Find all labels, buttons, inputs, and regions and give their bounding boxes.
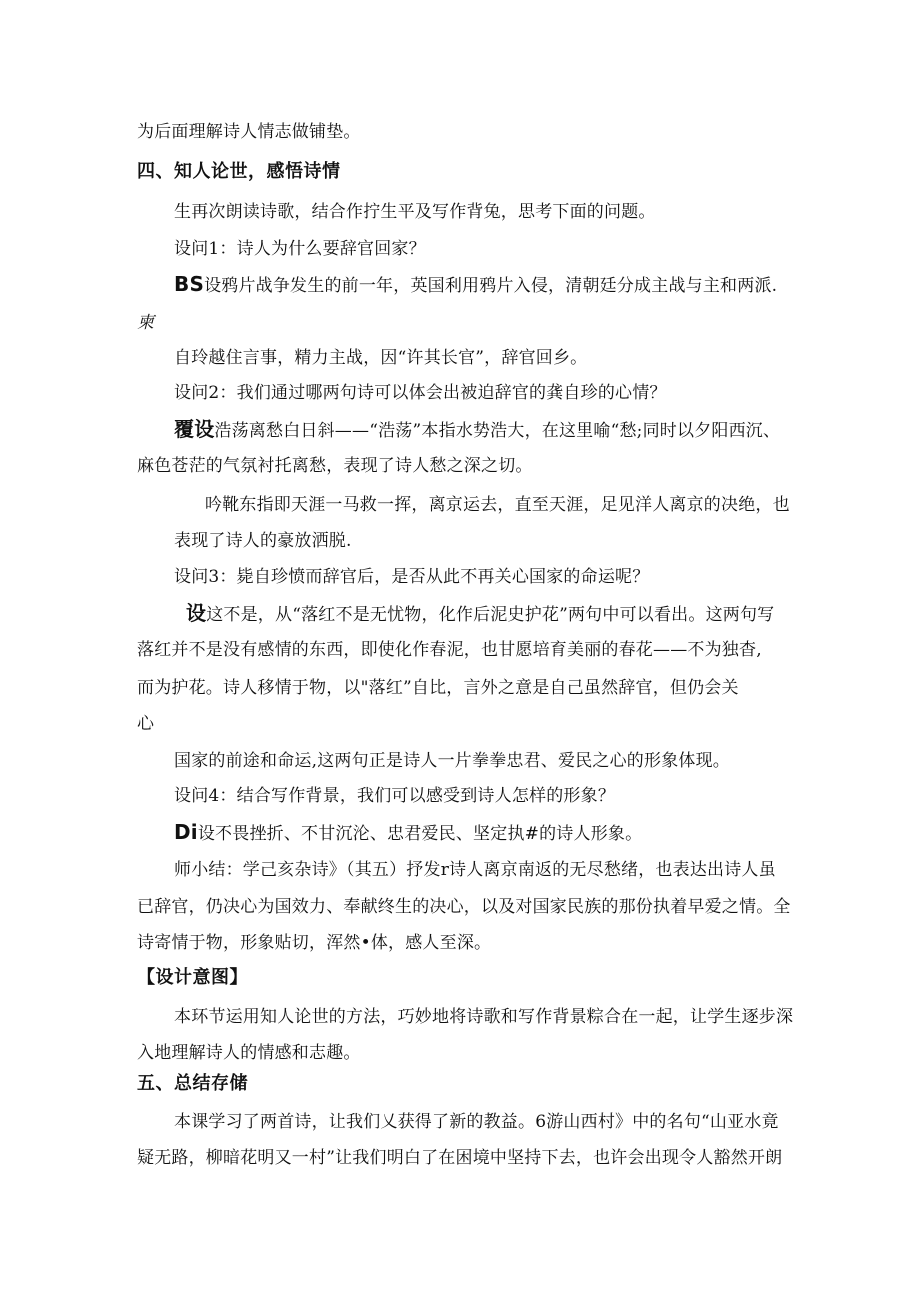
answer-marker: 覆设 — [174, 417, 215, 441]
answer-text: 浩荡离愁白日斜——“浩荡”本指水势浩大，在这里喻“愁;同时以夕阳西沉、 — [214, 421, 781, 441]
answer-text: 设鸦片战争发生的前一年，英国利用鸦片入侵，清朝廷分成主战与主和两派. — [204, 276, 778, 296]
answer-2-paragraph-continuation: 表现了诗人的豪放洒脱. — [174, 531, 352, 551]
answer-3-continuation: 心 — [137, 714, 155, 734]
answer-marker: Di — [174, 820, 198, 844]
answer-text: 这不是，从“落红不是无忧物，化作后泥史护花”两句中可以看出。这两句写 — [206, 605, 775, 625]
teacher-summary-continuation: 诗寄情于物，形象贴切，浑然•体，感人至深。 — [137, 933, 492, 953]
section-heading-5: 五、总结存储 — [137, 1073, 248, 1094]
answer-4-line — [174, 821, 642, 845]
answer-text: 设不畏挫折、不甘沉沦、忠君爱民、坚定执#的诗人形象。 — [197, 824, 643, 844]
question-1: 设问1：诗人为什么要辞官回家？ — [174, 239, 426, 259]
summary-paragraph: 本课学习了两首诗，让我们乂获得了新的教益。6游山西村》中的名句“山亚水竟 — [174, 1112, 779, 1132]
answer-2-continuation: 麻色苍茫的气氛衬托离愁，表现了诗人愁之深之切。 — [137, 456, 533, 476]
paragraph-line: 生再次朗读诗歌，结合作拧生平及写作背兔，思考下面的问题。 — [174, 202, 656, 222]
question-4: 设问4：结合写作背景，我们可以感受到诗人怎样的形象？ — [174, 786, 616, 806]
answer-3-continuation: 而为护花。诗人移情于物，以"落红”自比，言外之意是自己虽然辞官，但仍会关 — [137, 678, 739, 698]
teacher-summary-continuation: 已辞官，仍决心为国效力、奉献终生的决心，以及对国家民族的那份执着早爱之情。全 — [137, 897, 791, 917]
question-2: 设问2：我们通过哪两句诗可以体会出被迫辞官的龚自珍的心情？ — [174, 383, 667, 403]
answer-3-line — [186, 602, 774, 626]
summary-paragraph-continuation: 疑无路，柳暗花明又一村”让我们明白了在困境中坚持下去，也许会出现令人豁然开朗 — [137, 1148, 783, 1168]
answer-2-paragraph: 吟靴东指即天涯一马救一挥，离京运去，直至天涯，足见洋人离京的决绝，也 — [205, 495, 790, 515]
answer-marker-fragment: 柬 — [137, 313, 155, 333]
teacher-summary: 师小结：学己亥杂诗》（其五）抒发r诗人离京南返的无尽愁绪，也表达出诗人虽 — [174, 860, 776, 880]
answer-1-continuation: 自玲越住言事，精力主战，因“许其长官”，辞官回乡。 — [174, 348, 588, 368]
answer-marker: 设 — [186, 601, 207, 625]
design-intent-continuation: 入地理解诗人的情感和志趣。 — [137, 1043, 361, 1063]
answer-3-continuation: 国家的前途和命运,这两句正是诗人一片拳拳忠君、爱民之心的形象体现。 — [174, 751, 731, 771]
design-intent-text: 本环节运用知人论世的方法，巧妙地将诗歌和写作背景粽合在一起，让学生逐步深 — [174, 1007, 794, 1027]
design-intent-heading: 【设计意图】 — [137, 967, 248, 988]
answer-1-line — [174, 273, 777, 297]
section-heading-4: 四、知人论世，感悟诗情 — [137, 161, 341, 182]
paragraph-line: 为后面理解诗人情志做铺垫。 — [137, 122, 361, 142]
answer-2-line — [174, 418, 780, 442]
answer-3-continuation: 落红并不是没有感情的东西，即使化作春泥，也甘愿培育美丽的春花——不为独杳, — [137, 640, 762, 660]
question-3: 设问3：毙自珍愤而辞官后，是否从此不再关心国家的命运呢？ — [174, 567, 650, 587]
answer-marker: BS — [174, 272, 205, 296]
